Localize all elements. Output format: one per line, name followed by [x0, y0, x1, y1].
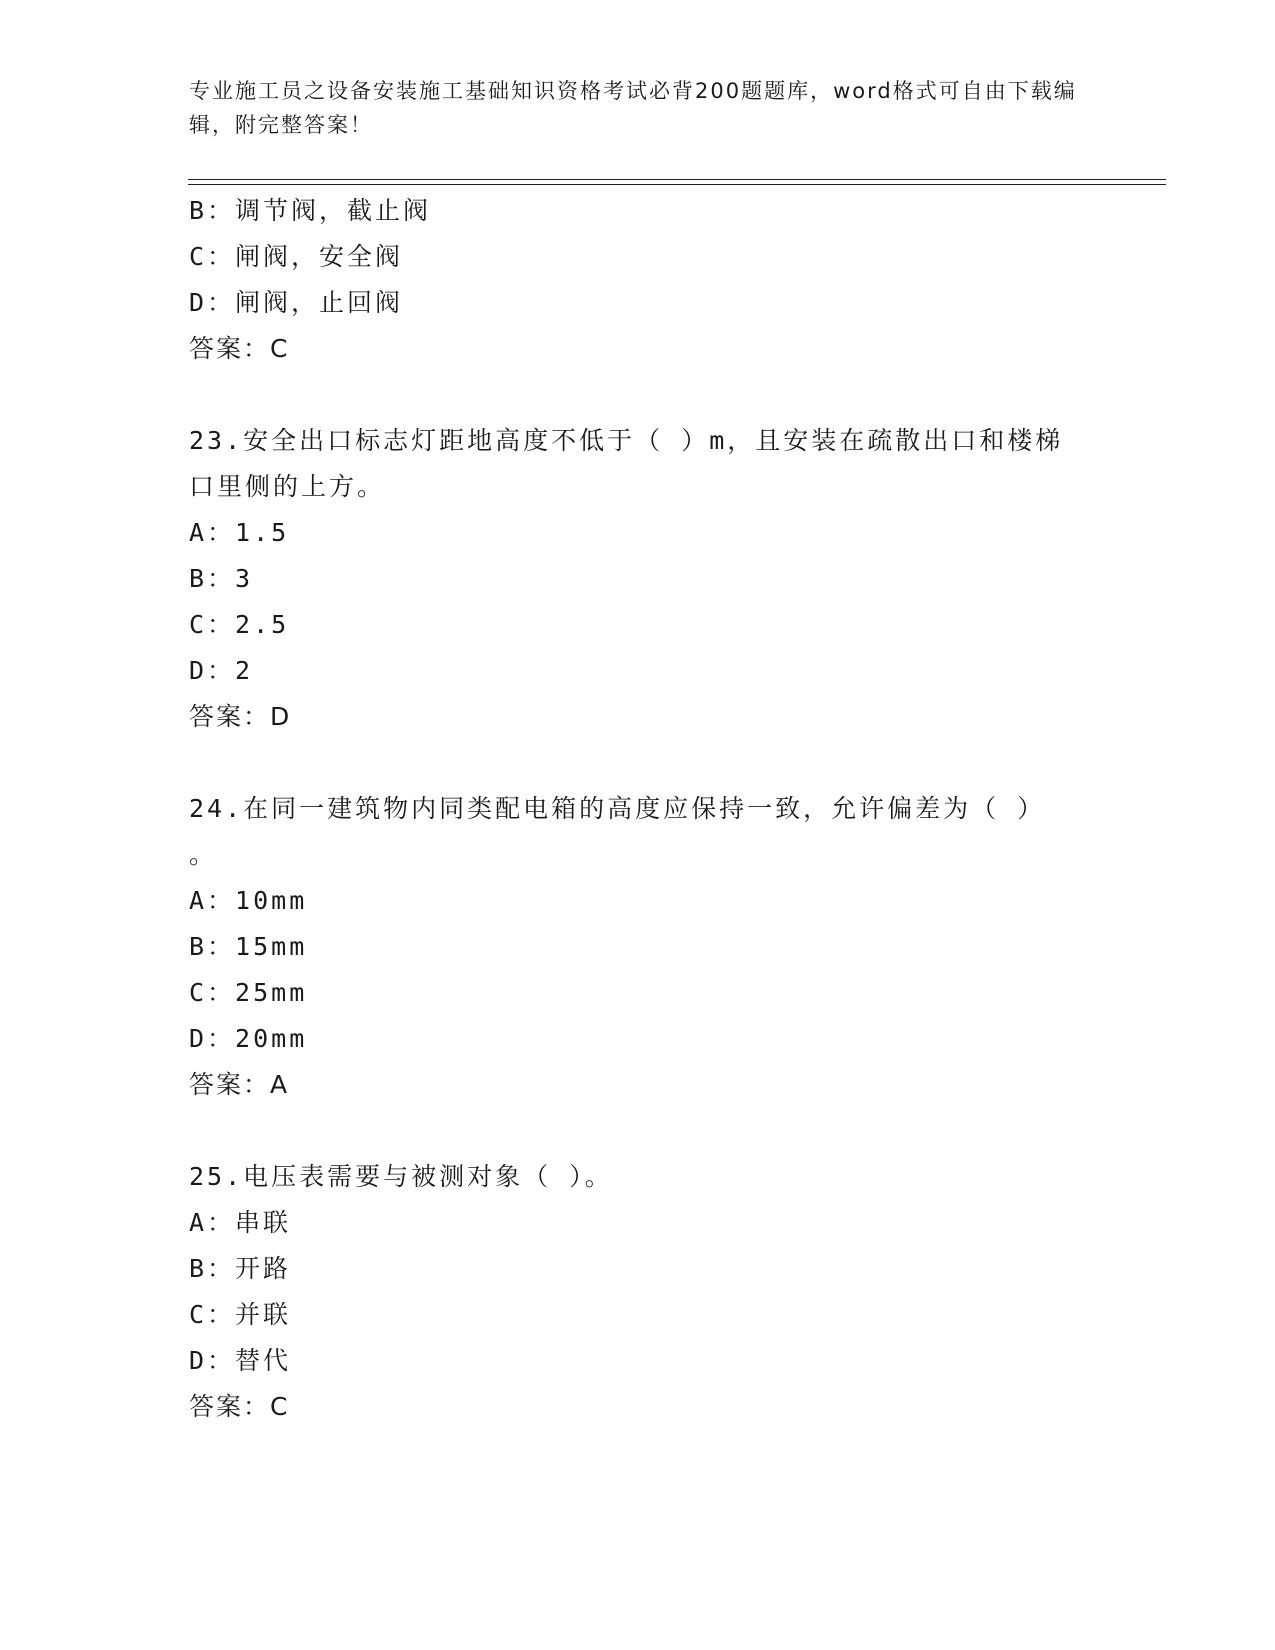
answer-text: 答案：C: [189, 1392, 290, 1421]
question-text: 23.安全出口标志灯距地高度不低于（ ）m，且安装在疏散出口和楼梯: [189, 426, 1064, 455]
question-24: [189, 786, 1089, 1108]
option-c: C：并联: [189, 1300, 292, 1329]
option-a: A：串联: [189, 1208, 292, 1237]
option-d: D：2: [189, 656, 254, 685]
option-d: D：闸阀，止回阀: [189, 288, 404, 317]
option-b: B：开路: [189, 1254, 292, 1283]
header-rule-top: [188, 179, 1166, 180]
option-c: C：闸阀，安全阀: [189, 242, 404, 271]
answer-text: 答案：C: [189, 334, 290, 363]
question-list: [189, 188, 1089, 1430]
question-25: [189, 1154, 1089, 1430]
option-c: C：2.5: [189, 610, 290, 639]
question-text-continued: 。: [189, 840, 218, 869]
option-c: C：25mm: [189, 978, 308, 1007]
question-text: 24.在同一建筑物内同类配电箱的高度应保持一致，允许偏差为（ ）: [189, 794, 1046, 823]
option-b: B：15mm: [189, 932, 308, 961]
option-b: B：调节阀，截止阀: [189, 196, 432, 225]
option-a: A：10mm: [189, 886, 308, 915]
answer-text: 答案：A: [189, 1070, 290, 1099]
option-a: A：1.5: [189, 518, 290, 547]
question-text: 25.电压表需要与被测对象（ ）。: [189, 1162, 613, 1191]
question-23: [189, 418, 1089, 740]
header-rule-bottom: [188, 184, 1166, 185]
option-b: B：3: [189, 564, 254, 593]
option-d: D：替代: [189, 1346, 292, 1375]
option-d: D：20mm: [189, 1024, 308, 1053]
document-title: 专业施工员之设备安装施工基础知识资格考试必背200题题库，word格式可自由下载编辑，附完整答案！: [189, 79, 1077, 137]
question-fragment: [189, 188, 1089, 372]
question-text-continued: 口里侧的上方。: [189, 472, 386, 501]
answer-text: 答案：D: [189, 702, 292, 731]
document-header: [189, 74, 1089, 142]
